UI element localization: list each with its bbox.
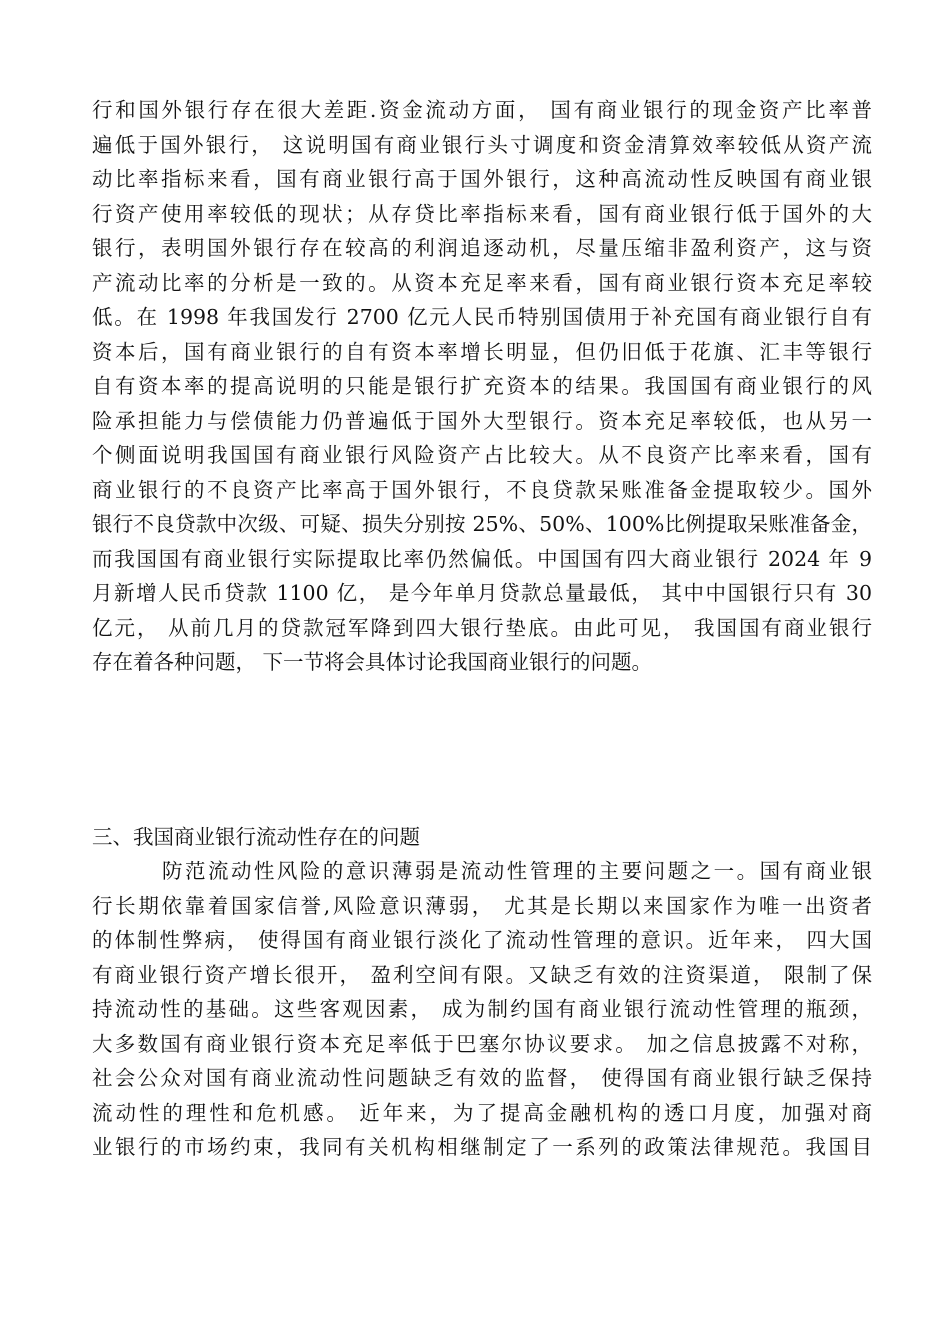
paragraph-line: 流动性的理性和危机感。 近年来，为了提高金融机构的透口月度，加强对商 <box>92 1100 872 1125</box>
paragraph-line: 持流动性的基础。这些客观因素， 成为制约国有商业银行流动性管理的瓶颈， <box>92 997 872 1021</box>
paragraph-line: 产流动比率的分析是一致的。从资本充足率来看，国有商业银行资本充足率较 <box>92 270 872 295</box>
paragraph-line: 的体制性弊病， 使得国有商业银行淡化了流动性管理的意识。近年来， 四大国 <box>92 928 872 952</box>
paragraph-line: 社会公众对国有商业流动性问题缺乏有效的监督， 使得国有商业银行缺乏保持 <box>92 1066 872 1090</box>
paragraph-line: 有商业银行资产增长很开， 盈利空间有限。又缺乏有效的注资渠道， 限制了保 <box>92 962 872 987</box>
paragraph-line: 亿元， 从前几月的贷款冠军降到四大银行垫底。由此可见， 我国国有商业银行 <box>92 615 872 640</box>
paragraph-line: 行和国外银行存在很大差距.资金流动方面， 国有商业银行的现金资产比率普 <box>92 98 872 122</box>
paragraph-line: 商业银行的不良资产比率高于国外银行，不良贷款呆账准备金提取较少。国外 <box>92 477 872 502</box>
paragraph-comparison-foreign-banks <box>92 93 872 680</box>
paragraph-line: 自有资本率的提高说明的只能是银行扩充资本的结果。我国国有商业银行的风 <box>92 374 872 398</box>
paragraph-line: 低。在 1998 年我国发行 2700 亿元人民币特别国债用于补充国有商业银行自有 <box>92 305 872 329</box>
paragraph-line: 而我国国有商业银行实际提取比率仍然偏低。中国国有四大商业银行 2024 年 9 <box>92 546 872 571</box>
paragraph-line: 险承担能力与偿债能力仍普遍低于国外大型银行。资本充足率较低，也从另一 <box>92 408 872 433</box>
paragraph-line: 行长期依靠着国家信誉,风险意识薄弱， 尤其是长期以来国家作为唯一出资者 <box>92 893 872 918</box>
paragraph-line: 存在着各种问题， 下一节将会具体讨论我国商业银行的问题。 <box>92 650 653 674</box>
paragraph-line: 业银行的市场约束，我同有关机构相继制定了一系列的政策法律规范。我国目 <box>92 1135 872 1159</box>
paragraph-line: 银行，表明国外银行存在较高的利润追逐动机，尽量压缩非盈利资产，这与资 <box>92 236 872 260</box>
section-heading: 三、我国商业银行流动性存在的问题 <box>92 825 420 849</box>
paragraph-line: 银行不良贷款中次级、可疑、损失分别按 25%、50%、100%比例提取呆账准备金， <box>92 512 872 536</box>
paragraph-line: 动比率指标来看，国有商业银行高于国外银行，这种高流动性反映国有商业银 <box>92 167 872 191</box>
paragraph-line: 行资产使用率较低的现状；从存贷比率指标来看，国有商业银行低于国外的大 <box>92 201 872 226</box>
paragraph-line: 个侧面说明我国国有商业银行风险资产占比较大。从不良资产比率来看，国有 <box>92 443 872 467</box>
section-heading-block <box>92 820 872 855</box>
paragraph-line: 月新增人民币贷款 1100 亿， 是今年单月贷款总量最低， 其中中国银行只有 30 <box>92 581 872 605</box>
paragraph-line: 防范流动性风险的意识薄弱是流动性管理的主要问题之一。国有商业银 <box>162 859 872 883</box>
paragraph-line: 大多数国有商业银行资本充足率低于巴塞尔协议要求。 加之信息披露不对称， <box>92 1031 872 1056</box>
paragraph-line: 遍低于国外银行， 这说明国有商业银行头寸调度和资金清算效率较低从资产流 <box>92 132 872 157</box>
paragraph-line: 资本后，国有商业银行的自有资本率增长明显，但仍旧低于花旗、汇丰等银行 <box>92 339 872 364</box>
paragraph-liquidity-problems <box>92 854 872 1165</box>
